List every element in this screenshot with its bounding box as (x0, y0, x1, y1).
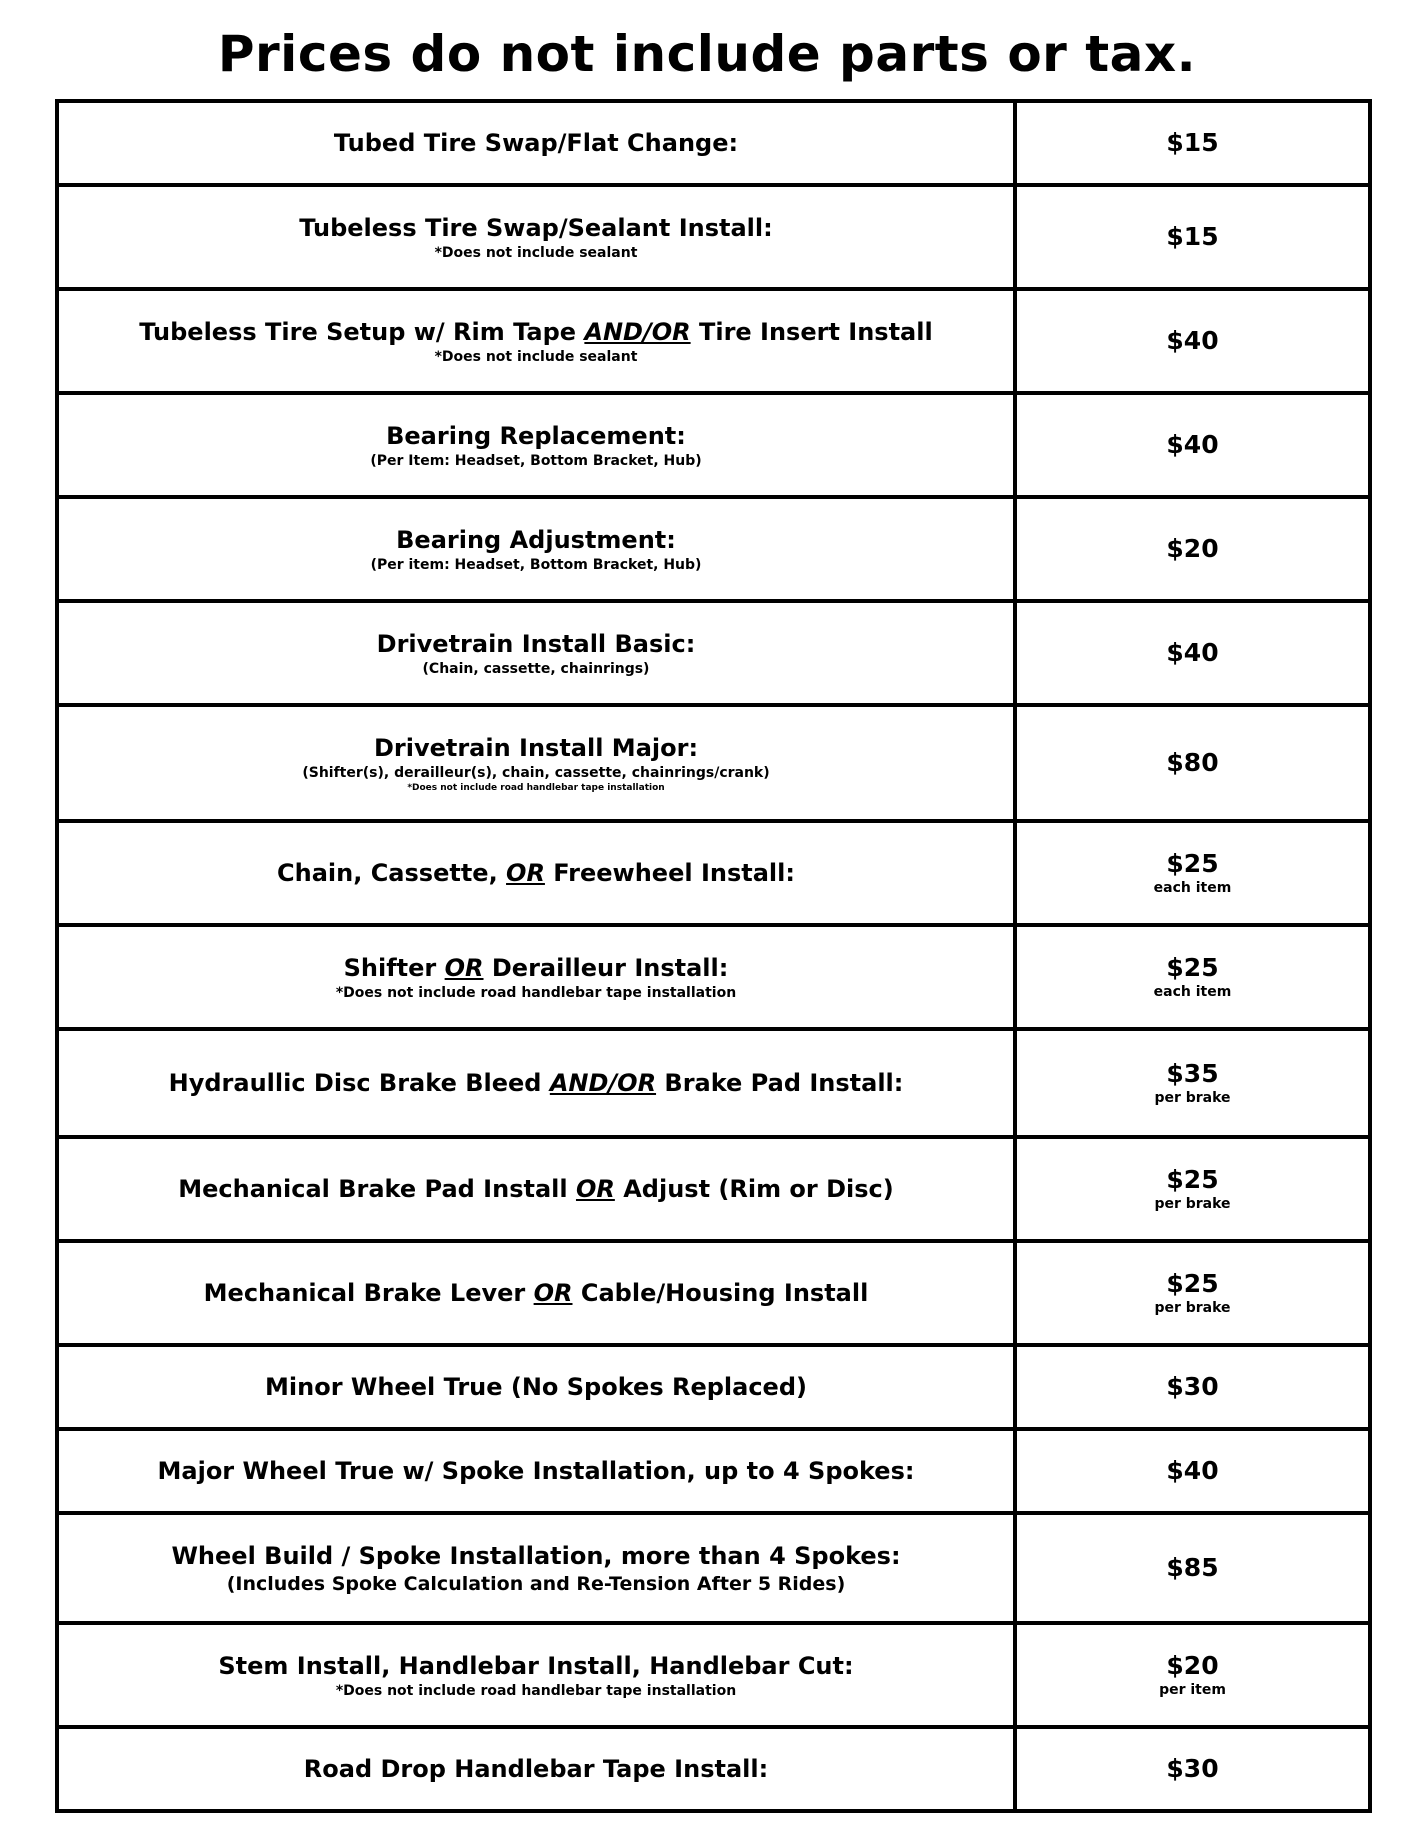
service-note: *Does not include sealant (434, 348, 638, 365)
service-name: Stem Install, Handlebar Install, Handlebar Cut: (218, 1651, 854, 1680)
service-name: Bearing Replacement: (386, 421, 686, 450)
price-cell (1015, 497, 1370, 601)
price-unit: per item (1159, 1682, 1226, 1698)
service-cell (57, 497, 1015, 601)
page-title: Prices do not include parts or tax. (217, 25, 1197, 83)
price-value: $35 (1166, 1059, 1219, 1088)
table-row (57, 393, 1370, 497)
service-name (59, 1068, 1013, 1099)
price-value: $40 (1166, 1456, 1219, 1485)
service-name: Tubed Tire Swap/Flat Change: (333, 128, 739, 157)
service-name-part: Hydraullic Disc Brake Bleed (168, 1068, 550, 1097)
price-cell (1015, 925, 1370, 1029)
price-cell (1015, 185, 1370, 289)
service-name-part: Shifter (343, 953, 445, 982)
service-cell (57, 1345, 1015, 1429)
price-cell (1015, 601, 1370, 705)
price-cell (1015, 821, 1370, 925)
price-cell (1015, 1623, 1370, 1727)
service-name-part: Brake Pad Install: (656, 1068, 904, 1097)
service-cell (57, 601, 1015, 705)
service-name-emphasis: OR (506, 858, 545, 887)
service-cell (57, 705, 1015, 821)
service-name-part: Mechanical Brake Pad Install (178, 1174, 576, 1203)
price-value: $30 (1166, 1372, 1219, 1401)
table-row (57, 601, 1370, 705)
table-row (57, 1513, 1370, 1623)
table-row (57, 1029, 1370, 1137)
service-note: (Chain, cassette, chainrings) (422, 660, 650, 677)
price-value: $80 (1166, 748, 1219, 777)
price-cell (1015, 1429, 1370, 1513)
service-note: (Includes Spoke Calculation and Re-Tension After 5 Rides) (226, 1572, 846, 1595)
service-cell (57, 1623, 1015, 1727)
price-cell (1015, 1345, 1370, 1429)
price-value: $25 (1166, 849, 1219, 878)
service-name: Bearing Adjustment: (396, 525, 676, 554)
price-cell (1015, 289, 1370, 393)
service-note: *Does not include road handlebar tape installation (335, 984, 737, 1001)
price-unit: each item (1153, 984, 1232, 1000)
price-cell (1015, 1241, 1370, 1345)
table-row (57, 1623, 1370, 1727)
service-name: Major Wheel True w/ Spoke Installation, up to 4 Spokes: (157, 1456, 915, 1485)
service-cell (57, 1241, 1015, 1345)
price-value: $40 (1166, 326, 1219, 355)
table-row (57, 705, 1370, 821)
price-cell (1015, 1513, 1370, 1623)
service-name-part: Cable/Housing Install (572, 1278, 869, 1307)
service-name: Minor Wheel True (No Spokes Replaced) (265, 1372, 807, 1401)
table-row (57, 821, 1370, 925)
price-value: $25 (1166, 1269, 1219, 1298)
service-name-emphasis: AND/OR (584, 317, 691, 346)
price-value: $40 (1166, 638, 1219, 667)
price-cell (1015, 1137, 1370, 1241)
table-row (57, 925, 1370, 1029)
price-unit: each item (1153, 880, 1232, 896)
service-name (59, 953, 1013, 984)
service-name (59, 1278, 1013, 1309)
service-cell (57, 1029, 1015, 1137)
price-unit: per brake (1154, 1196, 1231, 1212)
service-name (59, 858, 1013, 889)
price-value: $25 (1166, 953, 1219, 982)
service-cell (57, 289, 1015, 393)
table-row (57, 185, 1370, 289)
table-row (57, 1137, 1370, 1241)
price-table (55, 99, 1372, 1813)
service-name: Tubeless Tire Swap/Sealant Install: (299, 213, 773, 242)
service-cell (57, 393, 1015, 497)
service-note: (Per Item: Headset, Bottom Bracket, Hub) (370, 452, 702, 469)
service-cell (57, 1137, 1015, 1241)
service-note: *Does not include road handlebar tape installation (335, 1682, 737, 1699)
table-row (57, 1241, 1370, 1345)
service-name-part: Mechanical Brake Lever (203, 1278, 534, 1307)
price-value: $40 (1166, 430, 1219, 459)
price-value: $25 (1166, 1165, 1219, 1194)
service-name-part: Derailleur Install: (483, 953, 729, 982)
service-cell (57, 925, 1015, 1029)
service-name (59, 1174, 1013, 1205)
table-row (57, 497, 1370, 601)
table-row (57, 1727, 1370, 1811)
service-name-part: Adjust (Rim or Disc) (614, 1174, 894, 1203)
service-name: Road Drop Handlebar Tape Install: (303, 1754, 769, 1783)
price-value: $30 (1166, 1754, 1219, 1783)
price-cell (1015, 1727, 1370, 1811)
price-value: $20 (1166, 1651, 1219, 1680)
price-cell (1015, 101, 1370, 185)
service-name: Drivetrain Install Basic: (376, 629, 696, 658)
price-value: $15 (1166, 222, 1219, 251)
service-name: Drivetrain Install Major: (373, 733, 699, 762)
price-value: $15 (1166, 128, 1219, 157)
table-row (57, 1345, 1370, 1429)
service-fine-print: *Does not include road handlebar tape installation (407, 782, 665, 793)
price-value: $20 (1166, 534, 1219, 563)
table-row (57, 289, 1370, 393)
service-name: Wheel Build / Spoke Installation, more than 4 Spokes: (171, 1541, 901, 1570)
service-note: *Does not include sealant (434, 244, 638, 261)
price-cell (1015, 705, 1370, 821)
service-cell (57, 1429, 1015, 1513)
table-row (57, 101, 1370, 185)
price-cell (1015, 393, 1370, 497)
service-cell (57, 185, 1015, 289)
service-cell (57, 1513, 1015, 1623)
service-name-part: Tubeless Tire Setup w/ Rim Tape (139, 317, 585, 346)
service-name-part: Freewheel Install: (544, 858, 795, 887)
service-cell (57, 821, 1015, 925)
service-cell (57, 101, 1015, 185)
price-unit: per brake (1154, 1300, 1231, 1316)
service-note: (Per item: Headset, Bottom Bracket, Hub) (370, 556, 702, 573)
service-name-emphasis: OR (533, 1278, 573, 1307)
table-row (57, 1429, 1370, 1513)
service-name-emphasis: AND/OR (549, 1068, 657, 1097)
price-unit: per brake (1154, 1090, 1231, 1106)
service-name-part: Chain, Cassette, (277, 858, 507, 887)
service-cell (57, 1727, 1015, 1811)
service-name (59, 317, 1013, 348)
price-value: $85 (1166, 1553, 1219, 1582)
service-name-part: Tire Insert Install (690, 317, 933, 346)
service-note: (Shifter(s), derailleur(s), chain, cassette, chainrings/crank) (302, 764, 770, 781)
service-name-emphasis: OR (444, 953, 484, 982)
service-name-emphasis: OR (575, 1174, 615, 1203)
price-cell (1015, 1029, 1370, 1137)
